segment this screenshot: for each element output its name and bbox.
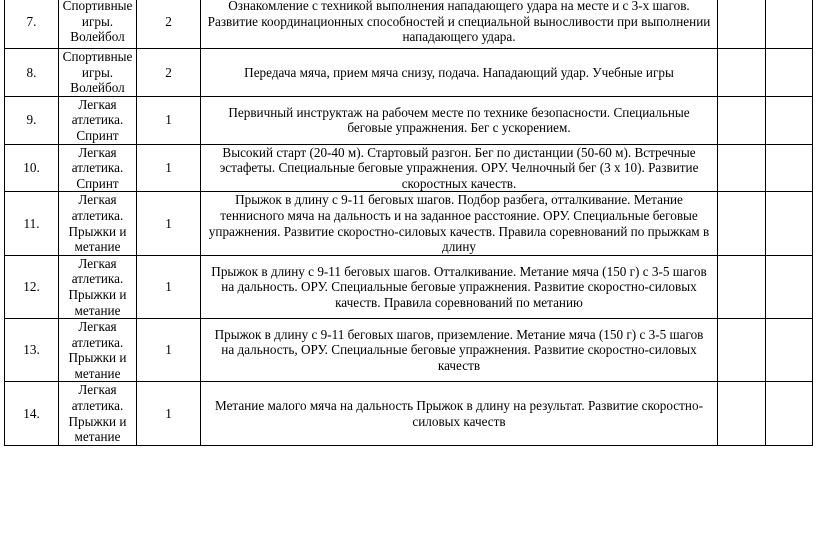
date-fact-cell — [766, 96, 813, 144]
table-row — [5, 144, 813, 192]
lesson-number: 7. — [5, 0, 59, 49]
lesson-content: Передача мяча, прием мяча снизу, подача. Нападающий удар. Учебные игры — [201, 49, 718, 97]
date-fact-cell — [766, 0, 813, 49]
lesson-number: 12. — [5, 255, 59, 318]
lesson-section: Спортивные игры. Волейбол — [59, 49, 137, 97]
lesson-content: Метание малого мяча на дальность Прыжок в длину на результат. Развитие скоростно-силовых качеств — [201, 382, 718, 445]
table-row — [5, 382, 813, 445]
date-plan-cell — [718, 144, 766, 192]
date-fact-cell — [766, 192, 813, 255]
lesson-hours: 1 — [137, 382, 201, 445]
lesson-hours: 1 — [137, 192, 201, 255]
date-plan-cell — [718, 0, 766, 49]
lesson-number: 14. — [5, 382, 59, 445]
date-fact-cell — [766, 144, 813, 192]
lesson-hours: 2 — [137, 0, 201, 49]
lesson-number: 11. — [5, 192, 59, 255]
lesson-hours: 1 — [137, 96, 201, 144]
table-row — [5, 319, 813, 382]
date-fact-cell — [766, 255, 813, 318]
date-plan-cell — [718, 382, 766, 445]
lesson-content: Прыжок в длину с 9-11 беговых шагов, приземление. Метание мяча (150 г) с 3-5 шагов на дальность, ОРУ. Специальные беговые упражнения. Развитие скоростно-силовых качеств — [201, 319, 718, 382]
table-row — [5, 192, 813, 255]
lesson-section: Легкая атлетика. Прыжки и метание — [59, 255, 137, 318]
table-row — [5, 49, 813, 97]
lesson-content: Ознакомление с техникой выполнения нападающего удара на месте и с 3-х шагов. Развитие координационных способностей и специальной выносливости при выполнении нападающего удара. — [201, 0, 718, 49]
lesson-section: Легкая атлетика. Спринт — [59, 96, 137, 144]
lesson-plan-table — [4, 0, 813, 446]
table-row — [5, 96, 813, 144]
lesson-hours: 1 — [137, 319, 201, 382]
lesson-number: 8. — [5, 49, 59, 97]
lesson-content: Высокий старт (20-40 м). Стартовый разгон. Бег по дистанции (50-60 м). Встречные эстафеты. Специальные беговые упражнения. ОРУ. Челночный бег (3 х 10). Развитие скоростных качеств. — [201, 144, 718, 192]
lesson-section: Легкая атлетика. Прыжки и метание — [59, 319, 137, 382]
table-row — [5, 0, 813, 49]
table-body — [5, 0, 813, 445]
lesson-section: Легкая атлетика. Спринт — [59, 144, 137, 192]
lesson-content: Прыжок в длину с 9-11 беговых шагов. Отталкивание. Метание мяча (150 г) с 3-5 шагов на дальность. ОРУ. Специальные беговые упражнения. Развитие скоростно-силовых качеств. Правила соревнований по метанию — [201, 255, 718, 318]
date-plan-cell — [718, 96, 766, 144]
lesson-section: Спортивные игры. Волейбол — [59, 0, 137, 49]
lesson-hours: 2 — [137, 49, 201, 97]
lesson-content: Прыжок в длину с 9-11 беговых шагов. Подбор разбега, отталкивание. Метание теннисного мяча на дальность и на заданное расстояние. ОРУ. Специальные беговые упражнения. Развитие скоростно-силовых качеств. Правила соревнований по прыжкам в длину — [201, 192, 718, 255]
date-fact-cell — [766, 49, 813, 97]
lesson-number: 13. — [5, 319, 59, 382]
date-plan-cell — [718, 192, 766, 255]
lesson-content: Первичный инструктаж на рабочем месте по технике безопасности. Специальные беговые упражнения. Бег с ускорением. — [201, 96, 718, 144]
date-fact-cell — [766, 382, 813, 445]
date-fact-cell — [766, 319, 813, 382]
lesson-hours: 1 — [137, 144, 201, 192]
lesson-number: 10. — [5, 144, 59, 192]
lesson-section: Легкая атлетика. Прыжки и метание — [59, 382, 137, 445]
date-plan-cell — [718, 319, 766, 382]
lesson-number: 9. — [5, 96, 59, 144]
lesson-hours: 1 — [137, 255, 201, 318]
date-plan-cell — [718, 255, 766, 318]
lesson-section: Легкая атлетика. Прыжки и метание — [59, 192, 137, 255]
table-row — [5, 255, 813, 318]
date-plan-cell — [718, 49, 766, 97]
